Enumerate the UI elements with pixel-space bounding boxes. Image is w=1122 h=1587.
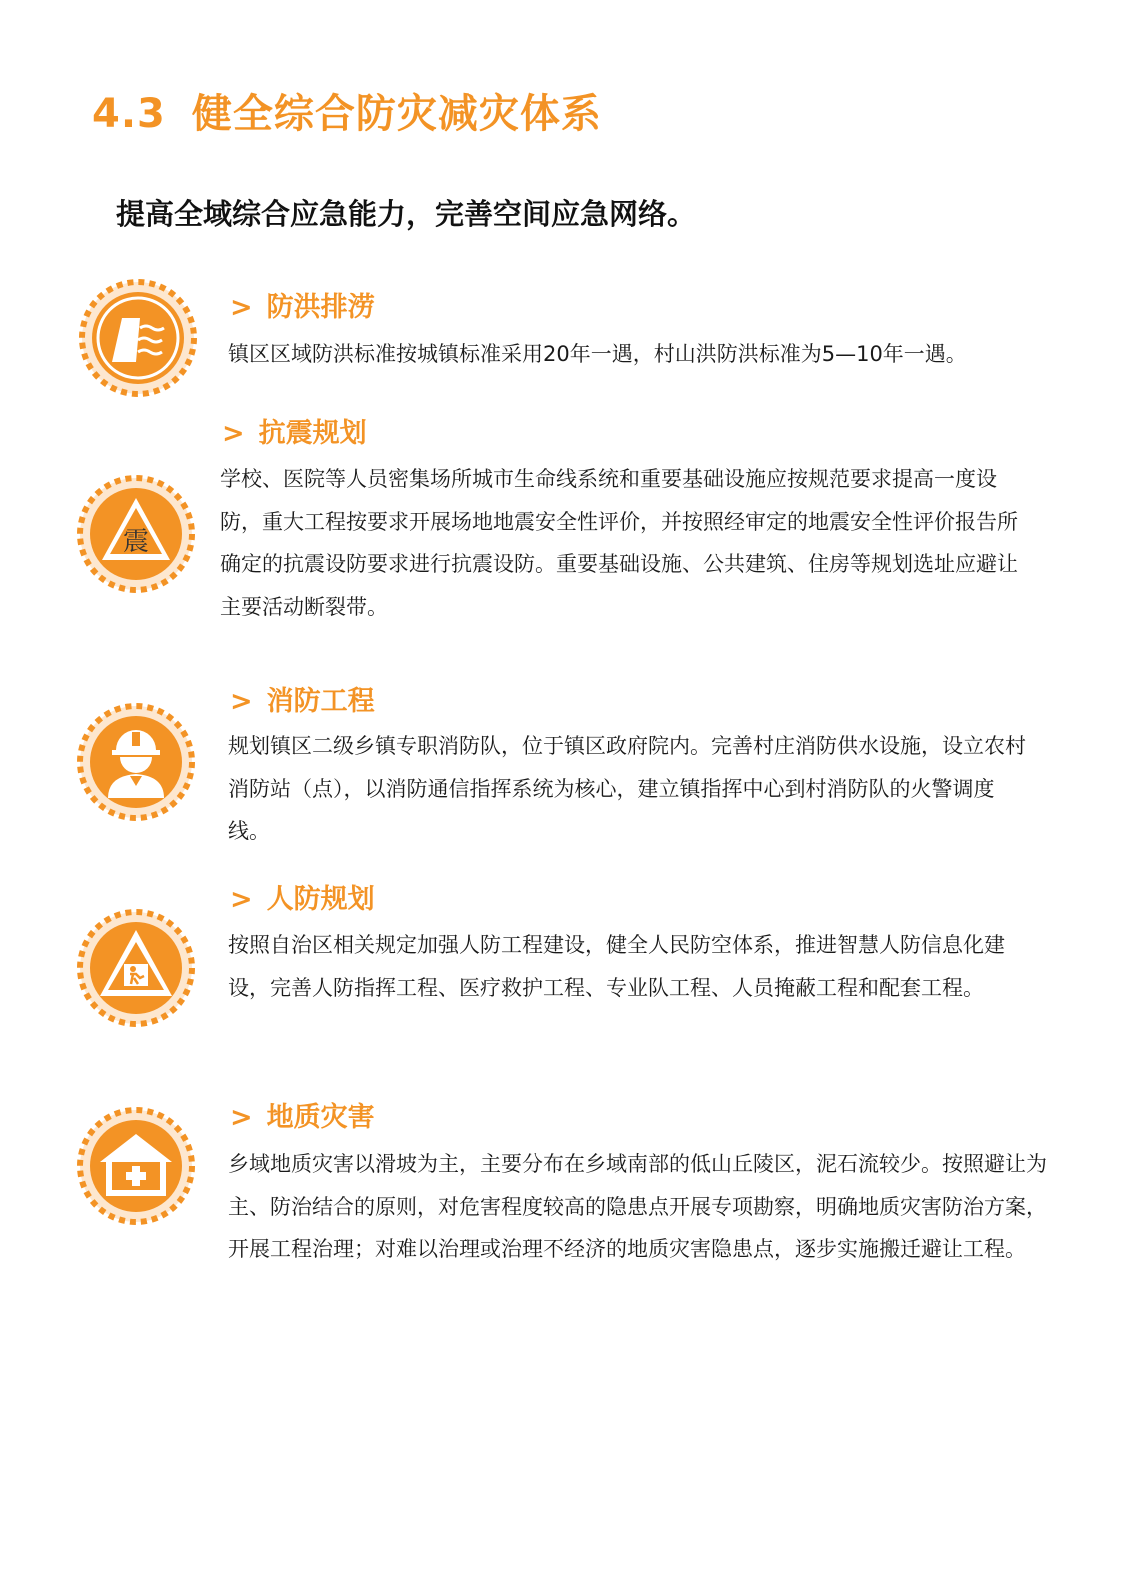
item-heading (222, 414, 367, 454)
chevron-right-icon: > (230, 686, 253, 717)
svg-text:震: 震 (122, 527, 150, 557)
item-heading-text: 地质灾害 (266, 1102, 375, 1133)
civil-defense-shelter-icon (76, 908, 196, 1028)
chevron-right-icon: > (230, 1102, 253, 1133)
item-body: 按照自治区相关规定加强人防工程建设，健全人民防空体系，推进智慧人防信息化建设，完善人防指挥工程、医疗救护工程、专业队工程、人员掩蔽工程和配套工程。 (228, 933, 1005, 1000)
item-body: 学校、医院等人员密集场所城市生命线系统和重要基础设施应按规范要求提高一度设防，重大工程按要求开展场地地震安全性评价，并按照经审定的地震安全性评价报告所确定的抗震设防要求进行抗震设防。重要基础设施、公共建筑、住房等规划选址应避让主要活动断裂带。 (220, 467, 1018, 619)
chevron-right-icon: > (230, 292, 253, 323)
section-title (92, 86, 602, 142)
item-body: 镇区区域防洪标准按城镇标准采用20年一遇，村山洪防洪标准为5—10年一遇。 (228, 342, 967, 366)
section-subtitle: 提高全域综合应急能力，完善空间应急网络。 (116, 197, 697, 231)
section-title-text: 健全综合防灾减灾体系 (191, 91, 602, 137)
item-heading-text: 人防规划 (266, 884, 375, 915)
item-heading (230, 288, 375, 328)
item-heading-text: 消防工程 (266, 686, 375, 717)
chevron-right-icon: > (222, 418, 245, 449)
item-body: 规划镇区二级乡镇专职消防队，位于镇区政府院内。完善村庄消防供水设施，设立农村消防站（点），以消防通信指挥系统为核心，建立镇指挥中心到村消防队的火警调度线。 (228, 734, 1026, 843)
firefighter-icon (76, 702, 196, 822)
item-heading (230, 682, 375, 722)
flood-dam-icon (78, 278, 198, 398)
item-body: 乡域地质灾害以滑坡为主，主要分布在乡域南部的低山丘陵区，泥石流较少。按照避让为主、防治结合的原则，对危害程度较高的隐患点开展专项勘察，明确地质灾害防治方案，开展工程治理；对难以治理或治理不经济的地质灾害隐患点，逐步实施搬迁避让工程。 (228, 1152, 1047, 1261)
item-heading (230, 880, 375, 920)
chevron-right-icon: > (230, 884, 253, 915)
item-heading-text: 防洪排涝 (266, 292, 375, 323)
section-number: 4.3 (92, 91, 166, 137)
item-heading (230, 1098, 375, 1138)
item-heading-text: 抗震规划 (258, 418, 367, 449)
earthquake-warning-icon (76, 474, 196, 594)
emergency-shelter-house-icon (76, 1106, 196, 1226)
